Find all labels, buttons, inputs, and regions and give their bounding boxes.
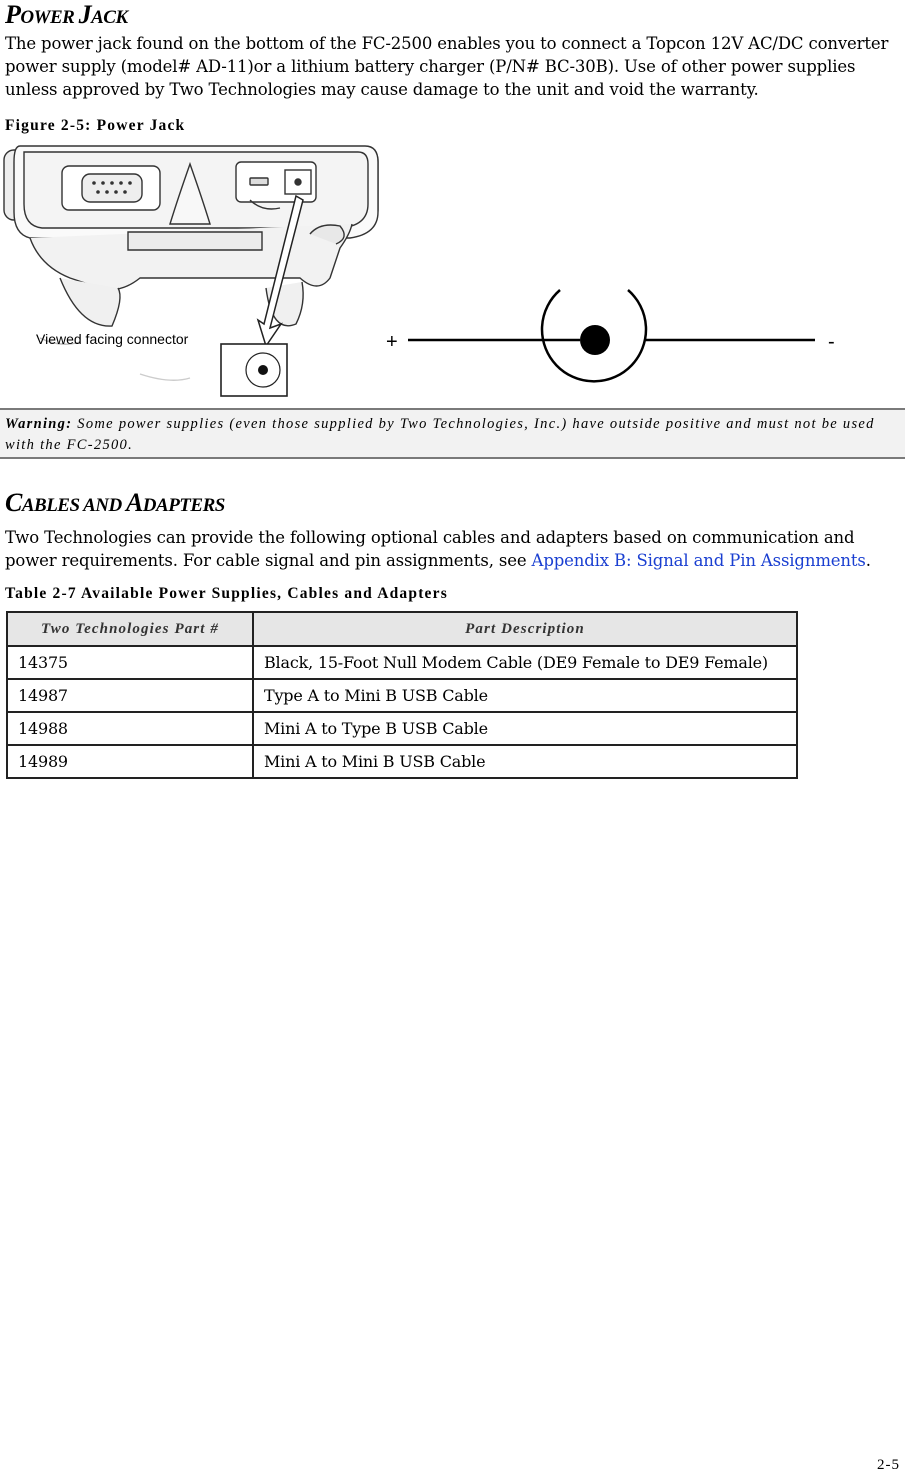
center-dot — [580, 325, 610, 355]
column-header-part-description: Part Description — [253, 612, 797, 646]
heading-text: OWER — [20, 7, 79, 28]
table-row — [7, 745, 797, 778]
parts-table — [6, 611, 798, 779]
power-jack-paragraph: The power jack found on the bottom of the FC-2500 enables you to connect a Topcon 12V AC/DC converter power supply (model# AD-11)or a lithium battery charger (P/N# BC-30B). Use of other power supplies unless approved by Two Technologies may cause damage to the unit and void the warranty. — [5, 34, 889, 99]
warning-label: Warning: — [5, 416, 73, 432]
part-description-cell: Mini A to Type B USB Cable — [253, 712, 797, 745]
part-number-cell: 14989 — [7, 745, 253, 778]
section-heading-power-jack — [5, 0, 128, 30]
table-caption: Table 2-7 Available Power Supplies, Cables and Adapters — [5, 585, 448, 602]
part-number-cell: 14375 — [7, 646, 253, 679]
heading-text: ABLES AND — [21, 495, 126, 516]
polarity-symbol — [386, 290, 835, 381]
table-row — [7, 679, 797, 712]
warning-body: Some power supplies (even those supplied by Two Technologies, Inc.) have outside positive and must not be used with the FC-2500. — [5, 416, 875, 453]
connector-pin — [258, 365, 268, 375]
plus-sign: + — [386, 331, 398, 353]
cables-paragraph — [5, 526, 900, 572]
part-description-cell: Black, 15-Foot Null Modem Cable (DE9 Female to DE9 Female) — [253, 646, 797, 679]
part-number-cell: 14987 — [7, 679, 253, 712]
part-description-cell: Type A to Mini B USB Cable — [253, 679, 797, 712]
cables-body-text: Two Technologies can provide the following optional cables and adapters based on communication and power requirements. For cable signal and pin assignments, see — [5, 528, 855, 570]
heading-initial: A — [125, 488, 143, 517]
table-row — [7, 712, 797, 745]
heading-initial: C — [5, 488, 22, 517]
heading-initial: P — [5, 0, 21, 29]
part-number-cell: 14988 — [7, 712, 253, 745]
power-jack-figure — [0, 138, 907, 402]
table-row — [7, 646, 797, 679]
section-heading-cables-adapters — [5, 488, 225, 518]
power-jack-diagram — [0, 138, 907, 402]
table-header-row — [7, 612, 797, 646]
heading-text: DAPTERS — [142, 495, 225, 516]
heading-text: ACK — [91, 7, 128, 28]
heading-initial: J — [78, 0, 92, 29]
column-header-part-number: Two Technologies Part # — [7, 612, 253, 646]
warning-box — [0, 408, 905, 459]
warning-text — [5, 414, 900, 456]
figure-caption: Figure 2-5: Power Jack — [5, 117, 186, 134]
part-description-cell: Mini A to Mini B USB Cable — [253, 745, 797, 778]
appendix-b-link[interactable]: Appendix B: Signal and Pin Assignments — [531, 551, 866, 570]
minus-sign: - — [828, 331, 835, 353]
viewed-facing-connector-label: Viewed facing connector — [36, 331, 189, 347]
cables-body-end: . — [865, 551, 871, 570]
page-number: 2-5 — [877, 1457, 900, 1473]
